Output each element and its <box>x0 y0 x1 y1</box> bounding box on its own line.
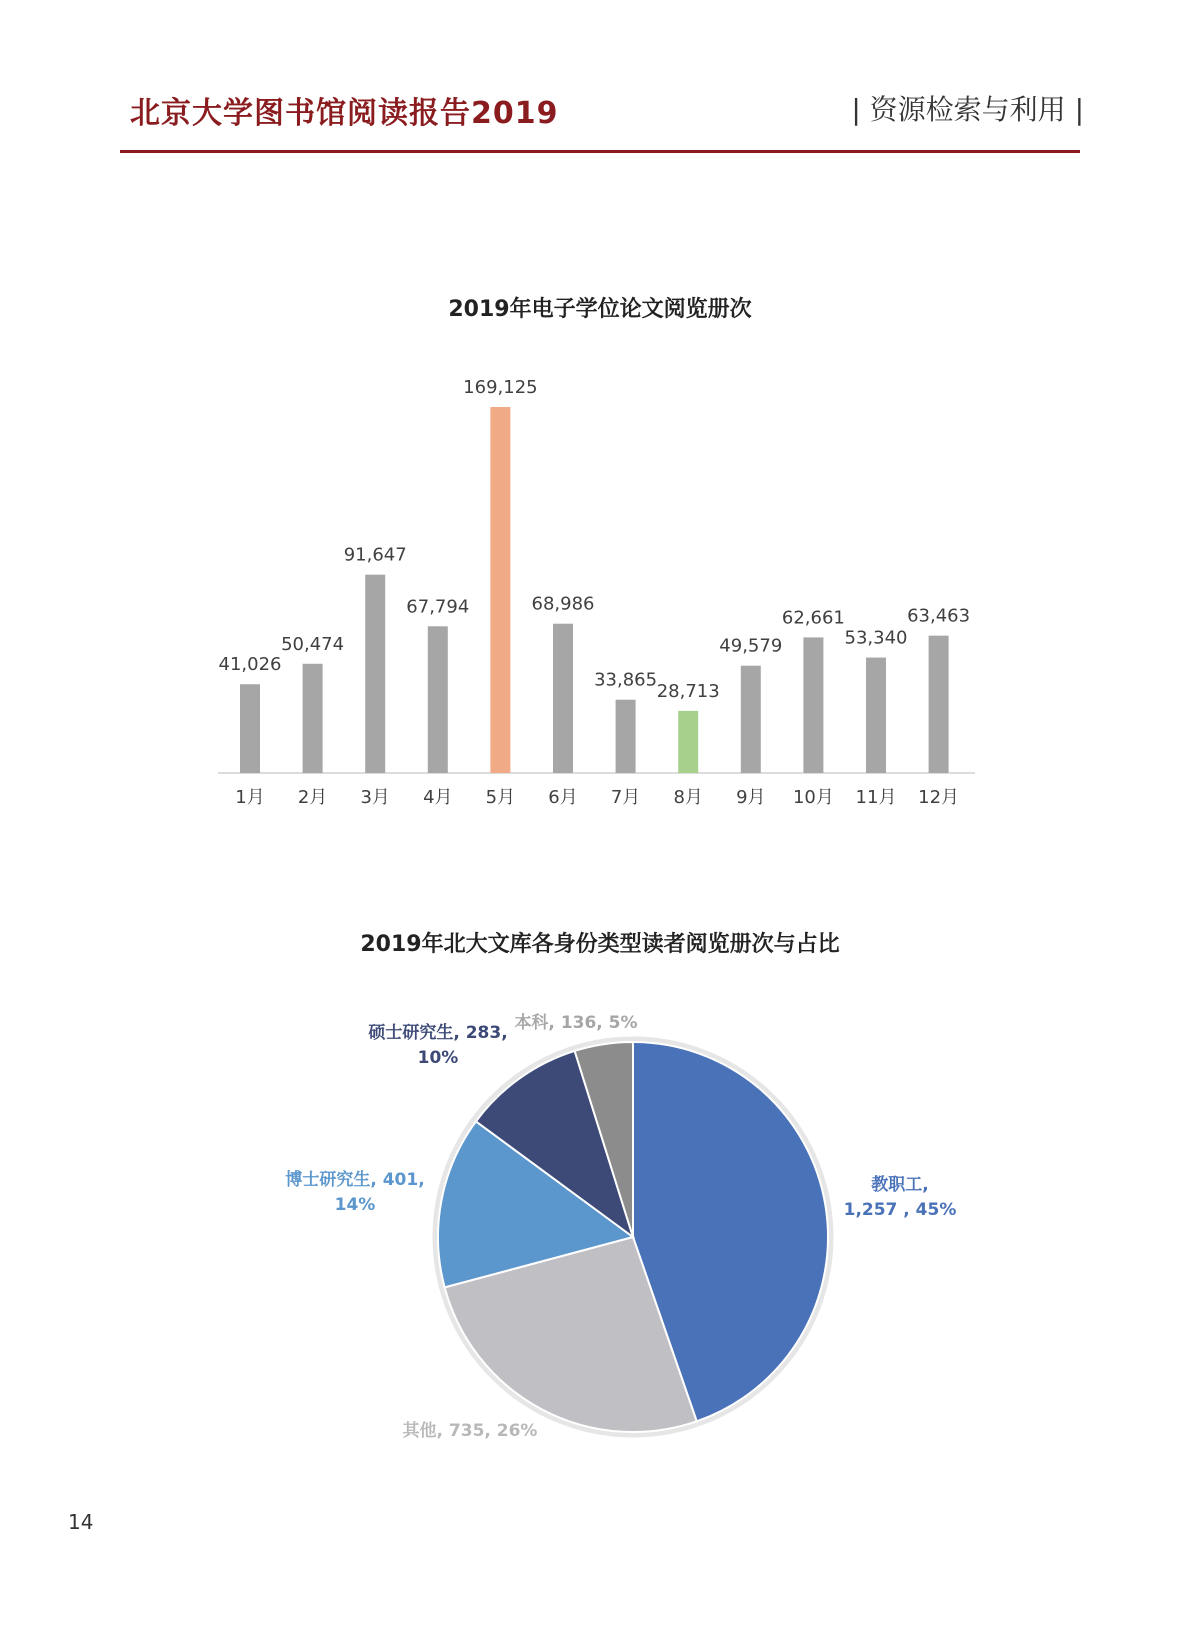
bar <box>803 637 823 773</box>
bar-chart-title: 2019年电子学位论文阅览册次 <box>448 297 752 322</box>
x-tick-label: 1月 <box>235 787 265 808</box>
pie-slice-label: 硕士研究生, 283, <box>368 1023 508 1043</box>
x-tick-label: 6月 <box>548 787 578 808</box>
pie-chart <box>0 1000 1200 1441</box>
x-tick-label: 3月 <box>360 787 390 808</box>
bar-value-label: 41,026 <box>218 654 282 676</box>
x-tick-label: 5月 <box>485 787 516 808</box>
header-divider <box>120 150 1080 153</box>
pie-slice-label: 教职工, <box>871 1175 929 1195</box>
bar-value-label: 62,661 <box>781 607 845 629</box>
bar <box>616 700 636 773</box>
bar-value-label: 63,463 <box>907 605 971 627</box>
x-tick-label: 9月 <box>736 787 766 808</box>
bar-chart <box>0 370 1200 820</box>
pie-slice-label-line2: 14% <box>334 1195 376 1215</box>
x-tick-label: 4月 <box>423 787 453 808</box>
pie-slice-label: 本科, 136, 5% <box>514 1013 638 1033</box>
bar-value-label: 53,340 <box>844 627 908 649</box>
bar <box>303 664 323 773</box>
page-number: 14 <box>68 1510 94 1534</box>
bar-value-label: 50,474 <box>281 633 345 655</box>
pie-slice-label-line2: 10% <box>417 1048 459 1068</box>
x-tick-label: 2月 <box>297 787 328 808</box>
bar-value-label: 169,125 <box>463 377 538 398</box>
pie-slice-label: 其他, 735, 26% <box>402 1421 538 1441</box>
x-tick-label: 8月 <box>673 787 703 808</box>
x-tick-label: 10月 <box>792 787 834 808</box>
bar <box>240 684 260 773</box>
bar <box>428 626 448 773</box>
bar <box>490 407 510 773</box>
report-title: 北京大学图书馆阅读报告2019 <box>130 96 559 131</box>
bar <box>741 666 761 773</box>
pie-chart-title: 2019年北大文库各身份类型读者阅览册次与占比 <box>360 932 840 957</box>
bar-value-label: 68,986 <box>531 593 595 615</box>
bar <box>678 711 698 773</box>
pie-slice-label-line2: 1,257 , 45% <box>843 1200 957 1220</box>
x-tick-label: 12月 <box>918 787 960 808</box>
bar-value-label: 33,865 <box>594 669 658 691</box>
bar-value-label: 67,794 <box>406 596 470 618</box>
bar <box>929 636 949 773</box>
section-title: | 资源检索与利用 | <box>851 93 1084 126</box>
pie-slice-label: 博士研究生, 401, <box>285 1170 425 1190</box>
bar-value-label: 91,647 <box>343 544 407 566</box>
x-tick-label: 7月 <box>610 787 641 808</box>
x-tick-label: 11月 <box>855 787 897 808</box>
bar <box>553 624 573 773</box>
bar <box>866 658 886 773</box>
bar-value-label: 49,579 <box>719 635 783 657</box>
bar-value-label: 28,713 <box>656 680 720 702</box>
bar <box>365 575 385 773</box>
